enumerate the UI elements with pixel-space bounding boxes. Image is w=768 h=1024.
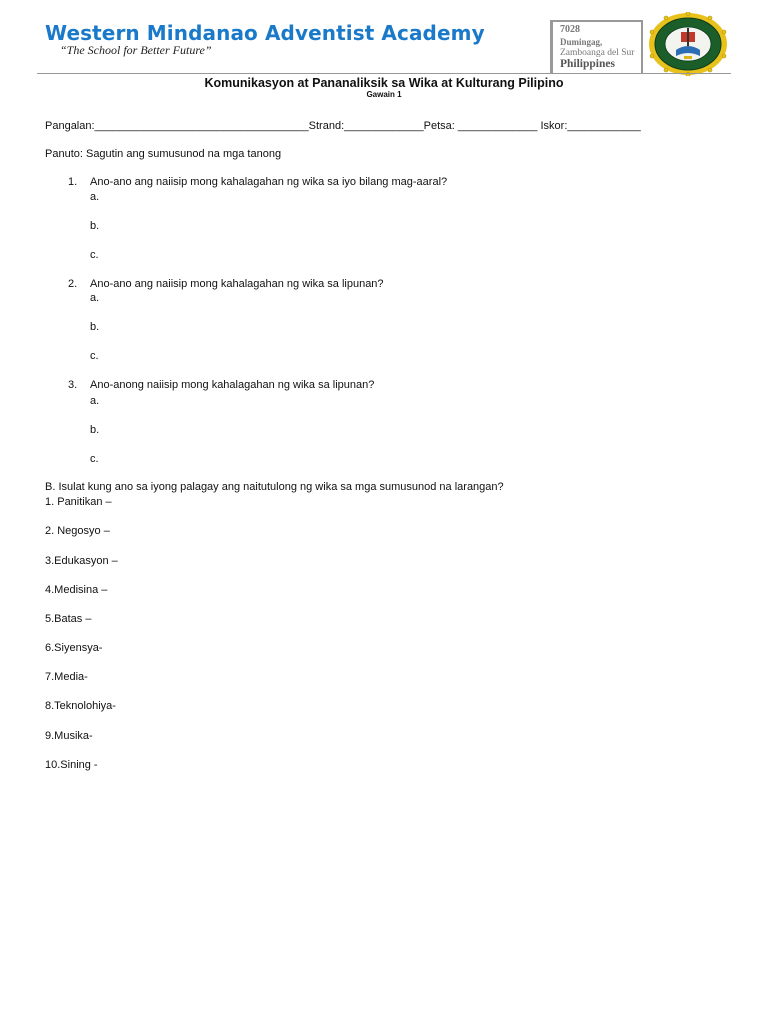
question-1-option-a: a. [90,191,100,203]
question-1-option-c: c. [90,249,99,261]
question-1-option-b: b. [90,220,100,232]
address-zip: 7028 [560,24,580,35]
question-2-text: Ano-ano ang naiisip mong kahalagahan ng wika sa lipunan? [90,278,384,290]
question-1-number: 1. [68,176,78,188]
section-b-prompt: B. Isulat kung ano sa iyong palagay ang naitutulong ng wika sa mga sumusunod na larangan? [45,481,504,493]
section-b-item-2: 2. Negosyo – [45,525,110,537]
page-subtitle: Gawain 1 [366,90,402,99]
question-2-option-c: c. [90,350,99,362]
question-1-text: Ano-ano ang naiisip mong kahalagahan ng wika sa iyo bilang mag-aaral? [90,176,448,188]
school-name: Western Mindanao Adventist Academy [45,21,485,45]
address-town: Dumingag, [560,37,603,47]
question-3-number: 3. [68,379,78,391]
school-seal-icon [648,12,728,76]
instructions: Panuto: Sagutin ang sumusunod na mga tanong [45,148,282,160]
question-3-option-b: b. [90,424,100,436]
address-province: Zamboanga del Sur [560,48,635,58]
section-b-item-6: 6.Siyensya- [45,642,103,654]
student-info-line: Pangalan:___________________________________Strand:_____________Petsa: _____________ Iskor:____________ [45,120,641,132]
question-2-option-b: b. [90,321,100,333]
header-divider [37,73,731,74]
section-b-item-1: 1. Panitikan – [45,496,112,508]
section-b-item-9: 9.Musika- [45,730,93,742]
section-b-item-7: 7.Media- [45,671,88,683]
address-country: Philippines [560,58,615,70]
question-2-number: 2. [68,278,78,290]
section-b-item-3: 3.Edukasyon – [45,555,118,567]
question-3-text: Ano-anong naiisip mong kahalagahan ng wika sa lipunan? [90,379,375,391]
address-box [550,20,643,74]
section-b-item-8: 8.Teknolohiya- [45,700,116,712]
section-b-item-4: 4.Medisina – [45,584,108,596]
section-b-item-5: 5.Batas – [45,613,92,625]
question-2-option-a: a. [90,292,100,304]
question-3-option-a: a. [90,395,100,407]
section-b-item-10: 10.Sining - [45,759,98,771]
question-3-option-c: c. [90,453,99,465]
page-title: Komunikasyon at Pananaliksik sa Wika at Kulturang Pilipino [204,76,564,90]
school-motto: “The School for Better Future” [60,43,212,57]
